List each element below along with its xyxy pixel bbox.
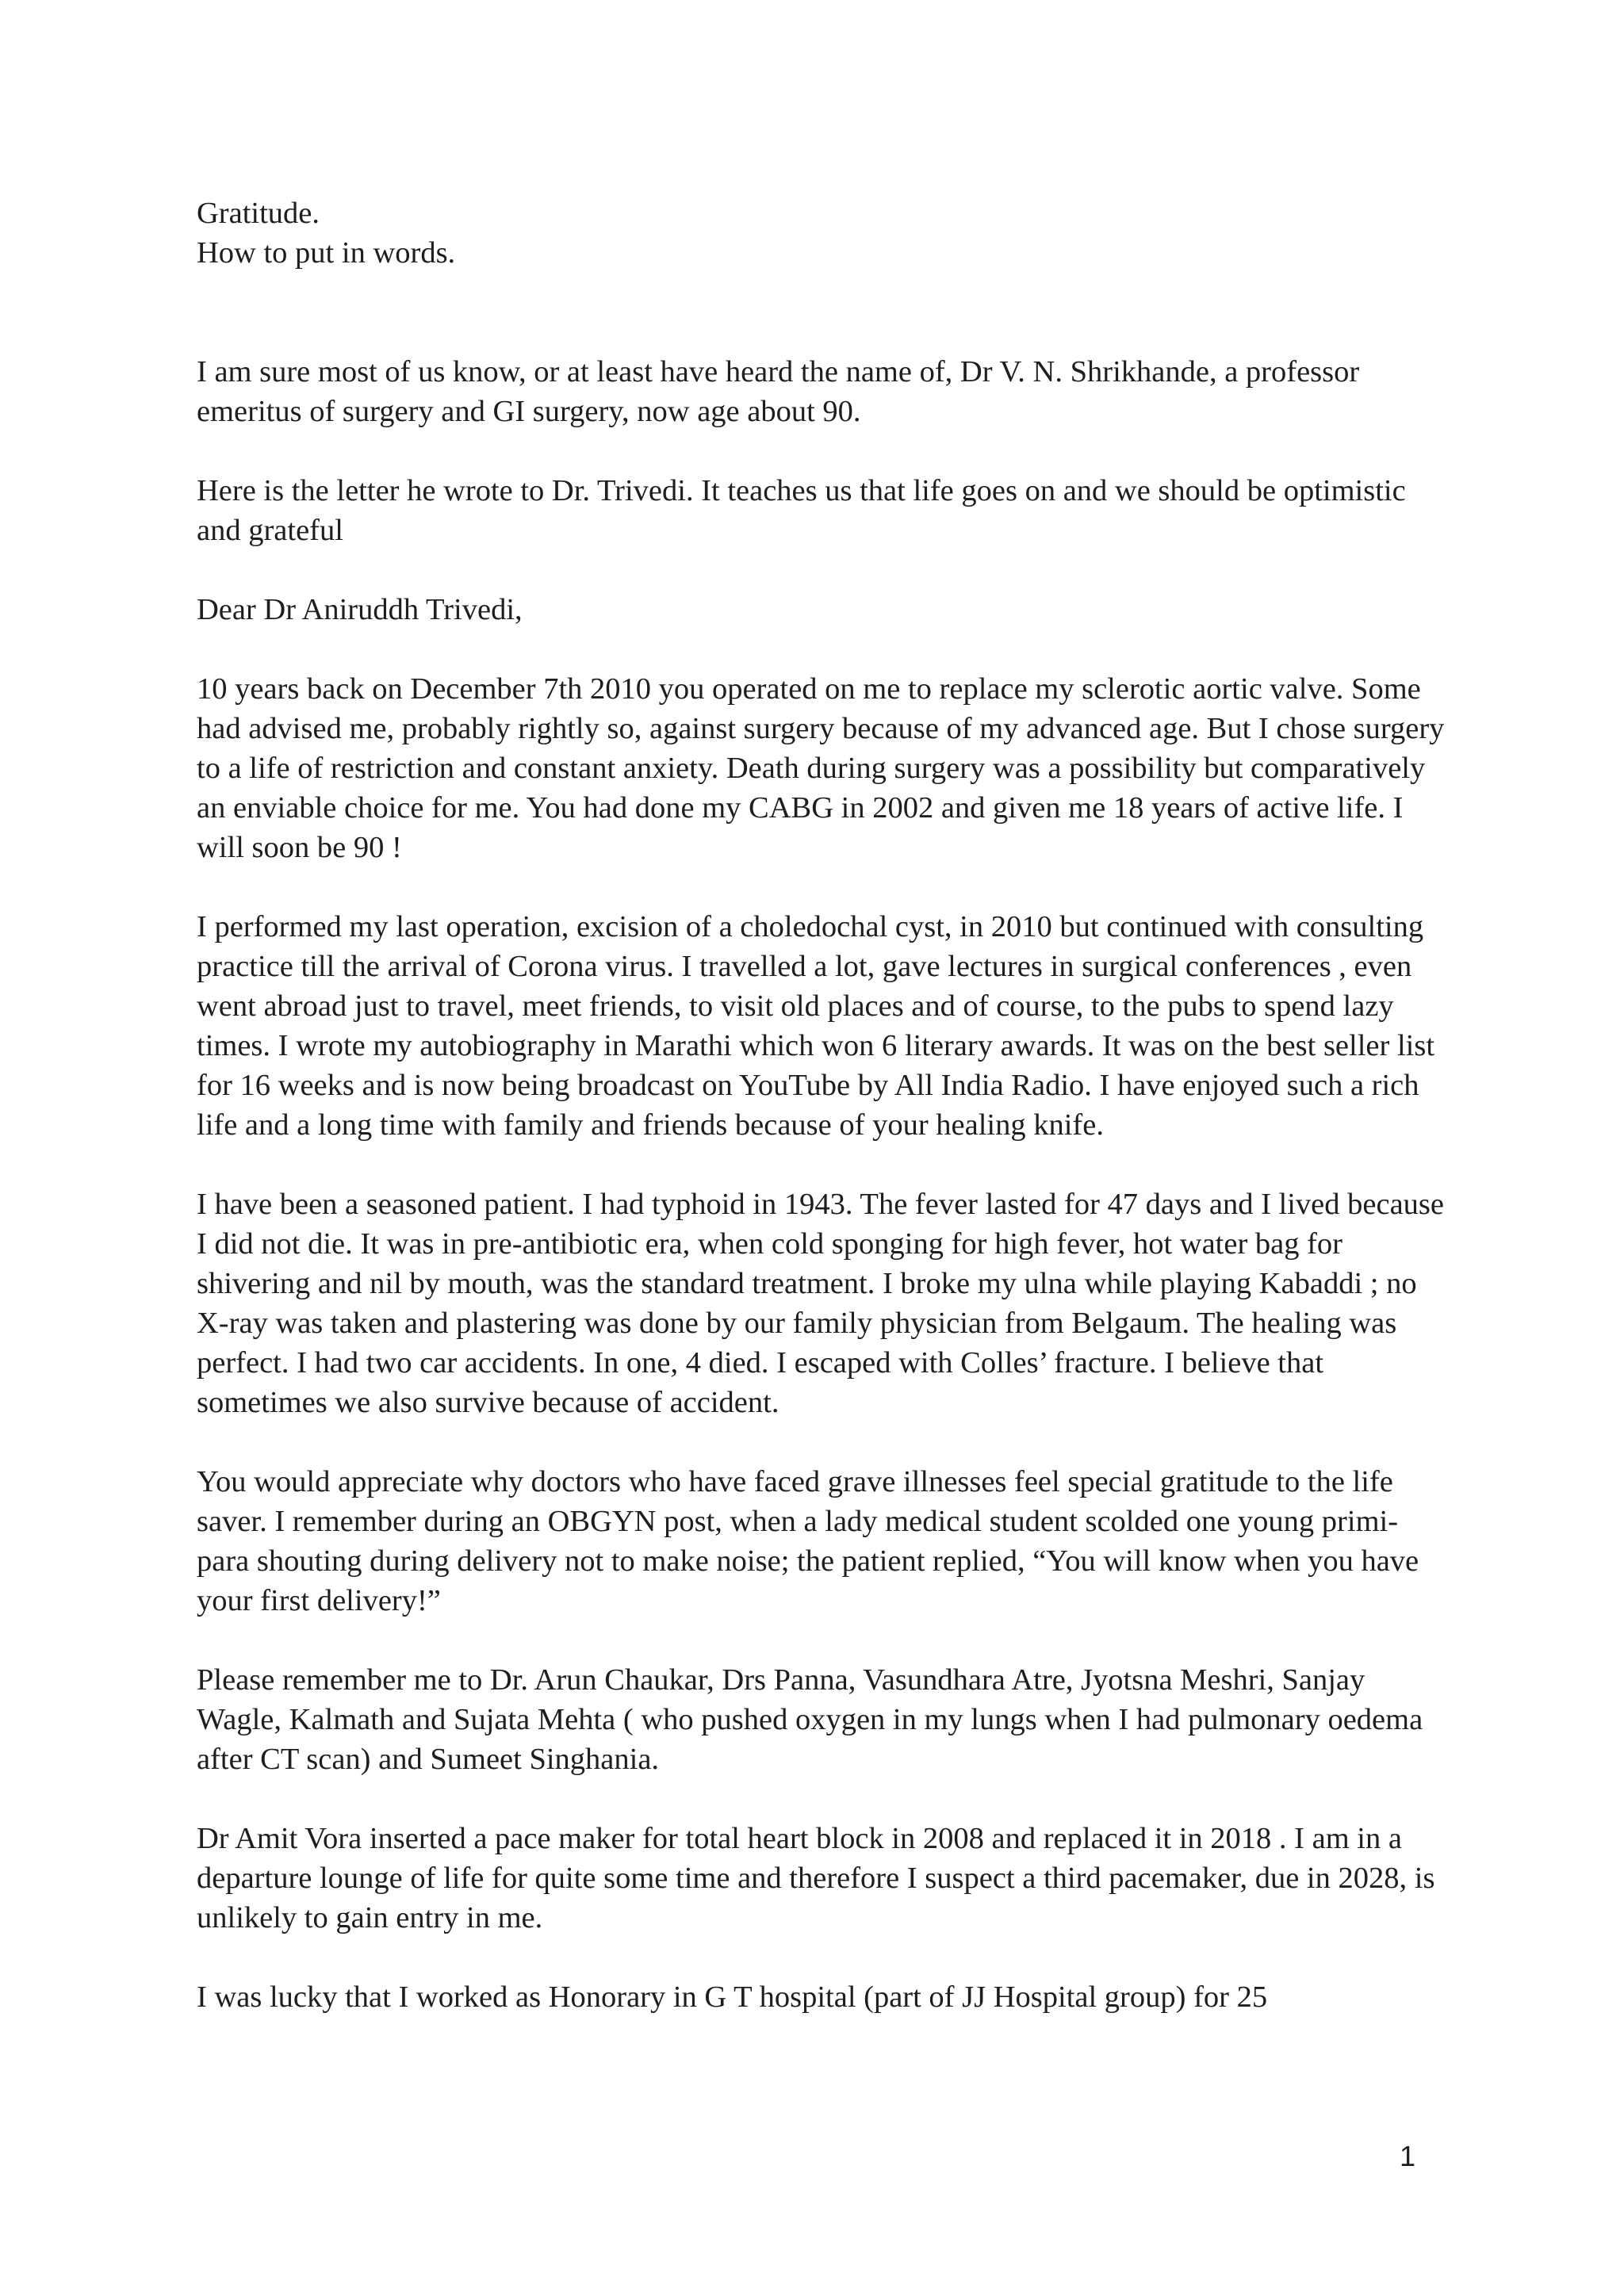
paragraph-surgery: 10 years back on December 7th 2010 you operated on me to replace my sclerotic aortic valve. Some had advised me, probably rightly so, against surgery because of my advanced age. But I chose surgery to a life of restriction and constant anxiety. Death during surgery was a possibility but comparatively an enviable choice for me. You had done my CABG in 2002 and given me 18 years of active life. I will soon be 90 ! xyxy=(197,672,1445,864)
subtitle-line: How to put in words. xyxy=(197,236,456,270)
paragraph-letter-intro: Here is the letter he wrote to Dr. Trivedi. It teaches us that life goes on and we should be optimistic and grateful xyxy=(197,474,1406,547)
paragraph-intro: I am sure most of us know, or at least have heard the name of, Dr V. N. Shrikhande, a professor emeritus of surgery and GI surgery, now age about 90. xyxy=(197,355,1360,428)
paragraph-honorary: I was lucky that I worked as Honorary in G T hospital (part of JJ Hospital group) for 25 xyxy=(197,1980,1268,2014)
title-line: Gratitude. xyxy=(197,197,320,230)
paragraph-career: I performed my last operation, excision of a choledochal cyst, in 2010 but continued with consulting practice till the arrival of Corona virus. I travelled a lot, gave lectures in surgical conferences , even went abroad just to travel, meet friends, to visit old places and of course, to the pubs to spend lazy times. I wrote my autobiography in Marathi which won 6 literary awards. It was on the best seller list for 16 weeks and is now being broadcast on YouTube by All India Radio. I have enjoyed such a rich life and a long time with family and friends because of your healing knife. xyxy=(197,910,1435,1142)
paragraph-patient-history: I have been a seasoned patient. I had typhoid in 1943. The fever lasted for 47 days and I lived because I did not die. It was in pre-antibiotic era, when cold sponging for high fever, hot water bag for shivering and nil by mouth, was the standard treatment. I broke my ulna while playing Kabaddi ; no X-ray was taken and plastering was done by our family physician from Belgaum. The healing was perfect. I had two car accidents. In one, 4 died. I escaped with Colles’ fracture. I believe that sometimes we also survive because of accident. xyxy=(197,1188,1444,1419)
paragraph-remember: Please remember me to Dr. Arun Chaukar, Drs Panna, Vasundhara Atre, Jyotsna Meshri, Sanjay Wagle, Kalmath and Sujata Mehta ( who pushed oxygen in my lungs when I had pulmonary oedema after CT scan) and Sumeet Singhania. xyxy=(197,1663,1423,1776)
letter-salutation: Dear Dr Aniruddh Trivedi, xyxy=(197,593,523,626)
paragraph-pacemaker: Dr Amit Vora inserted a pace maker for total heart block in 2008 and replaced it in 2018 . I am in a departure lounge of life for quite some time and therefore I suspect a third pacemaker, due in 2028, is unlikely to gain entry in me. xyxy=(197,1822,1435,1934)
document-body xyxy=(197,193,1450,2057)
paragraph-gratitude: You would appreciate why doctors who have faced grave illnesses feel special gratitude to the life saver. I remember during an OBGYN post, when a lady medical student scolded one young primi-para shouting during delivery not to make noise; the patient replied, “You will know when you have your first delivery!” xyxy=(197,1465,1419,1617)
page-number: 1 xyxy=(1400,2140,1416,2172)
